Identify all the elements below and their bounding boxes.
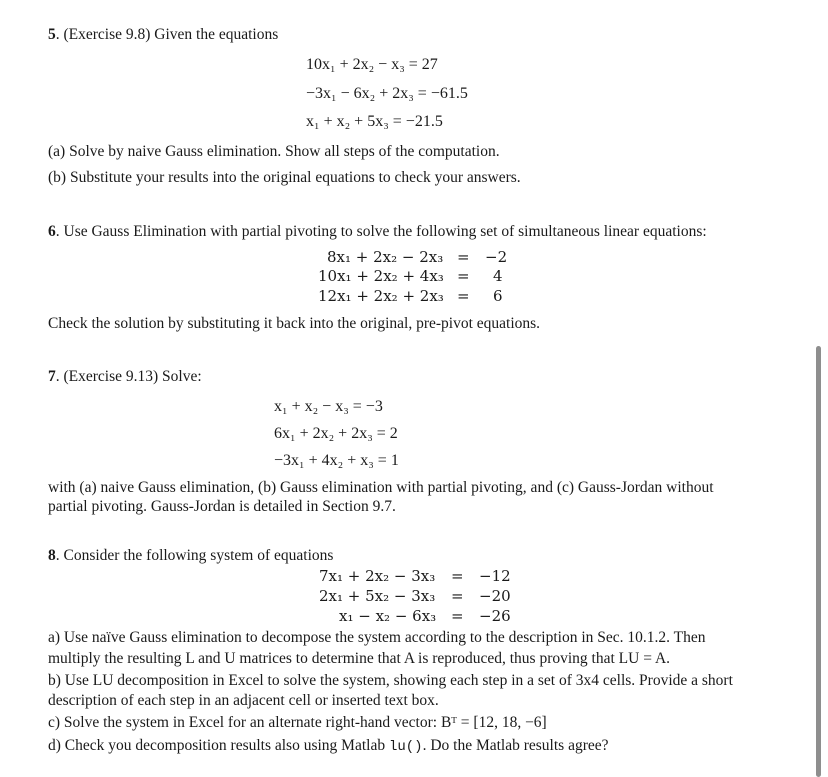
problem-5-part-a: (a) Solve by naive Gauss elimination. Show all steps of the computation.	[48, 143, 500, 160]
problem-8-part-d-text: d) Check you decomposition results also using Matlab	[48, 737, 389, 754]
problem-5-number: 5	[48, 26, 56, 43]
problem-6-eq-row-3	[0, 287, 828, 309]
problem-8-part-b-line-1: b) Use LU decomposition in Excel to solve the system, showing each step in a set of 3x4 cells. Provide a short	[48, 672, 733, 689]
problem-8-part-d-tail: . Do the Matlab results agree?	[422, 737, 609, 754]
problem-8-eq-2-rel: =	[451, 587, 464, 605]
problem-7-with-line-1: with (a) naive Gauss elimination, (b) Gauss elimination with partial pivoting, and (c) Gauss-Jordan without	[48, 479, 714, 496]
problem-8-part-a-line-1: a) Use naïve Gauss elimination to decompose the system according to the description in Sec. 10.1.2. Then	[48, 629, 706, 646]
problem-8-part-d	[48, 737, 609, 755]
problem-8-part-c: c) Solve the system in Excel for an alternate right-hand vector: Bᵀ = [12, 18, −6]	[48, 714, 547, 731]
problem-8-eq-3-rhs: −26	[479, 607, 511, 625]
problem-8-eq-1-lhs: 7x₁ + 2x₂ − 3x₃	[319, 567, 436, 585]
problem-8-eq-row-1	[0, 567, 828, 589]
problem-8-heading	[48, 547, 333, 565]
problem-6-check: Check the solution by substituting it back into the original, pre-pivot equations.	[48, 315, 541, 332]
problem-6-eq-2-rel: =	[457, 267, 470, 285]
problem-7-eq-3: −3x₁ + 4x₂ + x₃ = 1	[274, 452, 399, 469]
problem-8-part-b-line-2: description of each step in an adjacent cell or inserted text box.	[48, 692, 439, 709]
problem-6-eq-row-2	[0, 267, 828, 289]
problem-5-heading-text: . (Exercise 9.8) Given the equations	[55, 26, 279, 43]
problem-7-with-line-2: partial pivoting. Gauss-Jordan is detailed in Section 9.7.	[48, 498, 396, 515]
problem-6-eq-1-rhs: −2	[485, 248, 508, 266]
problem-6-eq-2-lhs: 10x₁ + 2x₂ + 4x₃	[318, 267, 444, 285]
problem-6-heading	[48, 223, 707, 241]
problem-5-eq-3: x₁ + x₂ + 5x₃ = −21.5	[306, 113, 443, 130]
problem-8-eq-row-3	[0, 607, 828, 629]
problem-6-eq-3-lhs: 12x₁ + 2x₂ + 2x₃	[318, 287, 444, 305]
problem-7-eq-1: x₁ + x₂ − x₃ = −3	[274, 398, 383, 415]
problem-8-number: 8	[48, 547, 56, 564]
problem-8-eq-2-lhs: 2x₁ + 5x₂ − 3x₃	[319, 587, 436, 605]
problem-8-eq-row-2	[0, 587, 828, 609]
matlab-lu-code: lu()	[388, 739, 423, 755]
problem-8-eq-2-rhs: −20	[479, 587, 511, 605]
problem-5-heading	[48, 26, 278, 44]
problem-5-part-b: (b) Substitute your results into the original equations to check your answers.	[48, 169, 521, 186]
problem-7-heading-text: . (Exercise 9.13) Solve:	[55, 368, 202, 385]
problem-6-eq-1-lhs: 8x₁ + 2x₂ − 2x₃	[327, 248, 444, 266]
problem-6-number: 6	[48, 223, 56, 240]
problem-7-heading	[48, 368, 202, 386]
problem-6-eq-2-rhs: 4	[493, 267, 503, 285]
problem-8-part-a-line-2: multiply the resulting L and U matrices to determine that A is reproduced, thus proving that LU = A.	[48, 650, 671, 667]
problem-5-eq-2: −3x₁ − 6x₂ + 2x₃ = −61.5	[306, 85, 468, 102]
problem-8-heading-text: . Consider the following system of equations	[55, 547, 334, 564]
vertical-scrollbar[interactable]	[816, 346, 821, 777]
problem-8-eq-3-rel: =	[451, 607, 464, 625]
problem-8-eq-3-lhs: x₁ − x₂ − 6x₃	[339, 607, 437, 625]
problem-6-eq-3-rhs: 6	[493, 287, 503, 305]
problem-6-eq-1-rel: =	[457, 248, 470, 266]
problem-8-eq-1-rel: =	[451, 567, 464, 585]
problem-8-eq-1-rhs: −12	[479, 567, 511, 585]
problem-6-eq-3-rel: =	[457, 287, 470, 305]
problem-5-eq-1: 10x₁ + 2x₂ − x₃ = 27	[306, 56, 438, 73]
problem-7-number: 7	[48, 368, 56, 385]
problem-7-eq-2: 6x₁ + 2x₂ + 2x₃ = 2	[274, 425, 398, 442]
problem-6-heading-text: . Use Gauss Elimination with partial pivoting to solve the following set of simultaneous linear equations:	[55, 223, 707, 240]
